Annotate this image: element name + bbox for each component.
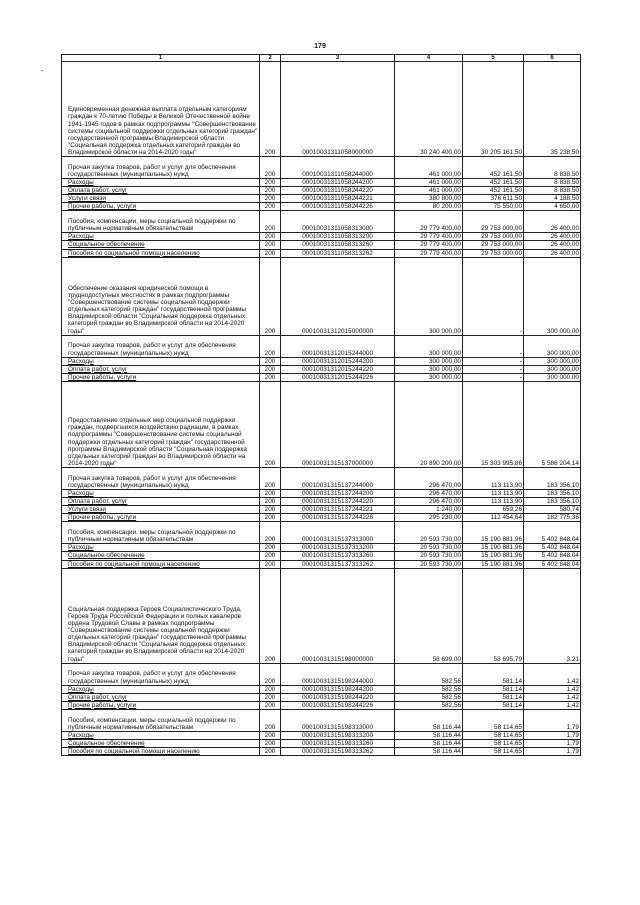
row-code: 200 <box>260 179 281 187</box>
row-fact: 15 190 881,96 <box>463 560 524 568</box>
row-fact: 452 161,50 <box>463 157 524 179</box>
row-plan: 58 116,44 <box>395 748 463 756</box>
row-code: 200 <box>260 552 281 560</box>
row-name: Пособия, компенсации, меры социальной поддержки по публичным нормативным обязательствам <box>62 709 260 731</box>
row-rest: 26 400,00 <box>524 211 581 233</box>
row-kbk: 00010031311058313200 <box>281 233 395 241</box>
table-row <box>62 544 581 552</box>
table-row <box>62 498 581 506</box>
row-plan: 300 000,00 <box>395 373 463 381</box>
col-header-1: 1 <box>62 55 260 62</box>
table-row <box>62 560 581 568</box>
row-name: Прочие работы, услуги <box>62 514 260 522</box>
row-code: 200 <box>260 731 281 739</box>
table-row <box>62 157 581 179</box>
row-fact: 29 753 000,00 <box>463 249 524 257</box>
row-kbk: 00010031315198244226 <box>281 701 395 709</box>
row-plan: 58 116,44 <box>395 709 463 731</box>
row-fact: 75 550,00 <box>463 203 524 211</box>
page-number: 179 <box>314 43 326 50</box>
table-row <box>62 685 581 693</box>
row-kbk: 00010031315137313000 <box>281 522 395 544</box>
row-plan: 20 593 730,00 <box>395 522 463 544</box>
row-code: 200 <box>260 663 281 685</box>
row-name: Прочая закупка товаров, работ и услуг для обеспечения государственных (муниципальных) нужд <box>62 663 260 685</box>
row-fact: 113 113,90 <box>463 489 524 497</box>
table-row <box>62 552 581 560</box>
row-code: 200 <box>260 241 281 249</box>
row-plan: 300 000,00 <box>395 335 463 357</box>
row-plan: 58 699,00 <box>395 568 463 663</box>
row-name: Пособия по социальной помощи населению <box>62 560 260 568</box>
row-rest: 26 400,00 <box>524 233 581 241</box>
row-name: Оплата работ, услуг <box>62 365 260 373</box>
row-plan: 20 593 730,00 <box>395 560 463 568</box>
row-code: 200 <box>260 62 281 157</box>
table-row <box>62 179 581 187</box>
table-row <box>62 568 581 663</box>
row-code: 200 <box>260 335 281 357</box>
row-kbk: 00010031312015000000 <box>281 257 395 335</box>
row-rest: 5 402 848,04 <box>524 552 581 560</box>
row-fact: 15 303 995,86 <box>463 381 524 467</box>
row-fact: 15 190 881,96 <box>463 544 524 552</box>
row-rest: 5 402 848,04 <box>524 544 581 552</box>
row-fact: 581,14 <box>463 701 524 709</box>
row-name: Расходы <box>62 731 260 739</box>
table-row <box>62 467 581 489</box>
row-rest: 183 356,10 <box>524 467 581 489</box>
row-name: Социальное обеспечение <box>62 241 260 249</box>
row-plan: 300 000,00 <box>395 257 463 335</box>
row-rest: 8 838,50 <box>524 187 581 195</box>
row-rest: 8 838,50 <box>524 179 581 187</box>
row-rest: 300 000,00 <box>524 373 581 381</box>
row-plan: 461 000,00 <box>395 187 463 195</box>
row-code: 200 <box>260 203 281 211</box>
row-name: Расходы <box>62 233 260 241</box>
row-rest: 182 775,36 <box>524 514 581 522</box>
row-name: Прочая закупка товаров, работ и услуг для обеспечения государственных (муниципальных) нужд <box>62 467 260 489</box>
row-code: 200 <box>260 506 281 514</box>
row-kbk: 00010031315198313000 <box>281 709 395 731</box>
row-kbk: 00010031315198000000 <box>281 568 395 663</box>
row-kbk: 00010031311058244221 <box>281 195 395 203</box>
table-row <box>62 249 581 257</box>
row-code: 200 <box>260 357 281 365</box>
row-fact: 58 114,65 <box>463 739 524 747</box>
row-rest: 3,21 <box>524 568 581 663</box>
row-plan: 80 200,00 <box>395 203 463 211</box>
row-code: 200 <box>260 489 281 497</box>
row-kbk: 00010031311058244200 <box>281 179 395 187</box>
row-kbk: 00010031315137000000 <box>281 381 395 467</box>
row-fact: 29 753 000,00 <box>463 233 524 241</box>
row-rest: 8 838,50 <box>524 157 581 179</box>
row-code: 200 <box>260 365 281 373</box>
row-code: 200 <box>260 249 281 257</box>
row-kbk: 00010031315137313260 <box>281 552 395 560</box>
row-fact: - <box>463 373 524 381</box>
row-name: Прочие работы, услуги <box>62 373 260 381</box>
row-kbk: 00010031312015244220 <box>281 365 395 373</box>
row-plan: 20 890 200,00 <box>395 381 463 467</box>
row-rest: 1,79 <box>524 709 581 731</box>
row-fact: 58 114,65 <box>463 748 524 756</box>
row-kbk: 00010031315198244000 <box>281 663 395 685</box>
table-row <box>62 373 581 381</box>
row-rest: 5 586 204,14 <box>524 381 581 467</box>
table-row <box>62 335 581 357</box>
table-body <box>62 62 581 756</box>
table-row <box>62 211 581 233</box>
row-plan: 58 116,44 <box>395 731 463 739</box>
row-plan: 582,56 <box>395 701 463 709</box>
row-rest: 1,42 <box>524 701 581 709</box>
row-name: Оплата работ, услуг <box>62 187 260 195</box>
row-name: Обеспечение оказания юридической помощи в труднодоступных местностях в рамках подпрограммы "Совершенствование системы социальной поддержки отдельных категорий граждан" государственной программы Владимирской области "Социальная поддержка отдельных категорий граждан во Владимирской области на 2014-2020 годы" <box>62 257 260 335</box>
row-fact: - <box>463 365 524 373</box>
table-row <box>62 357 581 365</box>
row-name: Прочая закупка товаров, работ и услуг для обеспечения государственных (муниципальных) нужд <box>62 157 260 179</box>
row-plan: 29 779 400,00 <box>395 211 463 233</box>
row-rest: 183 356,10 <box>524 498 581 506</box>
table-row <box>62 365 581 373</box>
row-name: Пособия по социальной помощи населению <box>62 249 260 257</box>
row-rest: 300 000,00 <box>524 335 581 357</box>
row-plan: 1 240,00 <box>395 506 463 514</box>
row-rest: 5 402 848,04 <box>524 522 581 544</box>
row-fact: 29 753 000,00 <box>463 241 524 249</box>
row-code: 200 <box>260 685 281 693</box>
budget-table <box>61 54 581 756</box>
row-fact: 113 113,90 <box>463 498 524 506</box>
row-rest: 1,42 <box>524 663 581 685</box>
row-fact: 112 454,64 <box>463 514 524 522</box>
row-plan: 461 000,00 <box>395 179 463 187</box>
row-fact: - <box>463 357 524 365</box>
table-row <box>62 739 581 747</box>
row-kbk: 00010031315198313262 <box>281 748 395 756</box>
row-kbk: 00010031315137244000 <box>281 467 395 489</box>
table-row <box>62 257 581 335</box>
row-plan: 20 593 730,00 <box>395 544 463 552</box>
row-name: Пособия, компенсации, меры социальной поддержки по публичным нормативным обязательствам <box>62 211 260 233</box>
row-fact: 58 695,79 <box>463 568 524 663</box>
row-code: 200 <box>260 709 281 731</box>
table-row <box>62 241 581 249</box>
row-code: 200 <box>260 701 281 709</box>
col-header-2: 2 <box>260 55 281 62</box>
row-fact: 29 753 000,00 <box>463 211 524 233</box>
col-header-4: 4 <box>395 55 463 62</box>
row-plan: 461 000,00 <box>395 157 463 179</box>
row-kbk: 00010031315137313262 <box>281 560 395 568</box>
row-plan: 29 779 400,00 <box>395 241 463 249</box>
row-code: 200 <box>260 568 281 663</box>
header-row <box>62 55 581 62</box>
row-name: Прочая закупка товаров, работ и услуг для обеспечения государственных (муниципальных) нужд <box>62 335 260 357</box>
row-kbk: 00010031315137313200 <box>281 544 395 552</box>
row-fact: 581,14 <box>463 663 524 685</box>
row-plan: 295 230,00 <box>395 514 463 522</box>
row-code: 200 <box>260 693 281 701</box>
row-code: 200 <box>260 211 281 233</box>
table-row <box>62 693 581 701</box>
row-name: Расходы <box>62 179 260 187</box>
row-plan: 300 000,00 <box>395 365 463 373</box>
row-code: 200 <box>260 373 281 381</box>
row-fact: 452 161,50 <box>463 179 524 187</box>
row-kbk: 00010031312015244200 <box>281 357 395 365</box>
row-code: 200 <box>260 467 281 489</box>
row-kbk: 00010031311058313262 <box>281 249 395 257</box>
row-rest: 5 402 848,04 <box>524 560 581 568</box>
row-rest: 26 400,00 <box>524 249 581 257</box>
row-kbk: 00010031311058313260 <box>281 241 395 249</box>
row-plan: 58 116,44 <box>395 739 463 747</box>
row-name: Расходы <box>62 685 260 693</box>
row-plan: 582,56 <box>395 685 463 693</box>
row-name: Оплата работ, услуг <box>62 693 260 701</box>
row-kbk: 00010031311058000000 <box>281 62 395 157</box>
row-code: 200 <box>260 157 281 179</box>
row-rest: 300 000,00 <box>524 357 581 365</box>
row-code: 200 <box>260 544 281 552</box>
row-kbk: 00010031315137244200 <box>281 489 395 497</box>
row-code: 200 <box>260 560 281 568</box>
row-name: Социальное обеспечение <box>62 739 260 747</box>
table-row <box>62 203 581 211</box>
col-header-3: 3 <box>281 55 395 62</box>
row-code: 200 <box>260 381 281 467</box>
row-rest: 35 238,50 <box>524 62 581 157</box>
row-plan: 296 470,00 <box>395 467 463 489</box>
row-code: 200 <box>260 195 281 203</box>
row-name: Социальное обеспечение <box>62 552 260 560</box>
row-name: Расходы <box>62 357 260 365</box>
row-kbk: 00010031315137244220 <box>281 498 395 506</box>
row-plan: 29 779 400,00 <box>395 233 463 241</box>
row-name: Услуги связи <box>62 195 260 203</box>
row-kbk: 00010031311058313000 <box>281 211 395 233</box>
row-rest: 300 000,00 <box>524 365 581 373</box>
row-fact: 581,14 <box>463 693 524 701</box>
row-code: 200 <box>260 233 281 241</box>
row-fact: 376 611,50 <box>463 195 524 203</box>
row-rest: 300 000,00 <box>524 257 581 335</box>
col-header-5: 5 <box>463 55 524 62</box>
row-kbk: 00010031311058244000 <box>281 157 395 179</box>
row-rest: 1,79 <box>524 748 581 756</box>
row-fact: - <box>463 257 524 335</box>
table-row <box>62 663 581 685</box>
row-fact: 452 161,50 <box>463 187 524 195</box>
row-rest: 183 356,10 <box>524 489 581 497</box>
table-row <box>62 187 581 195</box>
row-kbk: 00010031312015244226 <box>281 373 395 381</box>
row-name: Социальная поддержка Героев Социалистического Труда, Героев Труда Российской Федерации и полных кавалеров ордена Трудовой Славы в рамках подпрограммы "Совершенствование системы социальной поддержки отдельных категорий граждан" государственной программы Владимирской области "Социальная поддержка отдельных категорий граждан во Владимирской области на 2014-2020 годы" <box>62 568 260 663</box>
row-rest: 1,79 <box>524 731 581 739</box>
table-row <box>62 522 581 544</box>
row-plan: 20 593 730,00 <box>395 552 463 560</box>
row-kbk: 00010031315198313260 <box>281 739 395 747</box>
row-kbk: 00010031315137244226 <box>281 514 395 522</box>
row-code: 200 <box>260 514 281 522</box>
row-name: Расходы <box>62 489 260 497</box>
margin-mark: - <box>41 66 44 75</box>
table-row <box>62 731 581 739</box>
table-row <box>62 709 581 731</box>
row-name: Прочие работы, услуги <box>62 701 260 709</box>
row-name: Единовременная денежная выплата отдельным категориям граждан к 70-летию Победы в Великой Отечественной войне 1941-1945 годов в рамках подпрограммы "Совершенствование системы социальной поддержки отдельных категорий граждан" государственной программы Владимирской области "Социальная поддержка отдельных категорий граждан во Владимирской области на 2014-2020 годы" <box>62 62 260 157</box>
row-kbk: 00010031311058244220 <box>281 187 395 195</box>
table-row <box>62 195 581 203</box>
row-fact: 15 190 881,96 <box>463 552 524 560</box>
table-row <box>62 62 581 157</box>
row-rest: 4 188,50 <box>524 195 581 203</box>
table-row <box>62 506 581 514</box>
row-fact: 659,26 <box>463 506 524 514</box>
row-plan: 300 000,00 <box>395 357 463 365</box>
row-fact: 15 190 881,96 <box>463 522 524 544</box>
row-rest: 4 650,00 <box>524 203 581 211</box>
row-name: Расходы <box>62 544 260 552</box>
row-plan: 380 800,00 <box>395 195 463 203</box>
row-rest: 26 400,00 <box>524 241 581 249</box>
table-row <box>62 233 581 241</box>
row-plan: 582,56 <box>395 693 463 701</box>
row-name: Предоставление отдельных мер социальной поддержки граждан, подвергшихся воздействию радиации, в рамках подпрограммы "Совершенствование системы социальной поддержки отдельных категорий граждан" государственной программы Владимирской области "Социальная поддержка отдельных категорий граждан во Владимирской области на 2014-2020 годы" <box>62 381 260 467</box>
row-code: 200 <box>260 739 281 747</box>
row-rest: 1,79 <box>524 739 581 747</box>
row-code: 200 <box>260 498 281 506</box>
row-kbk: 00010031315198313200 <box>281 731 395 739</box>
table-row <box>62 381 581 467</box>
row-fact: 58 114,65 <box>463 709 524 731</box>
row-kbk: 00010031311058244226 <box>281 203 395 211</box>
row-name: Пособия по социальной помощи населению <box>62 748 260 756</box>
table-row <box>62 748 581 756</box>
col-header-6: 6 <box>524 55 581 62</box>
row-rest: 580,74 <box>524 506 581 514</box>
row-plan: 30 240 400,00 <box>395 62 463 157</box>
row-name: Прочие работы, услуги <box>62 203 260 211</box>
row-name: Пособия, компенсации, меры социальной поддержки по публичным нормативным обязательствам <box>62 522 260 544</box>
row-code: 200 <box>260 748 281 756</box>
row-fact: 58 114,65 <box>463 731 524 739</box>
row-code: 200 <box>260 522 281 544</box>
row-plan: 296 470,00 <box>395 489 463 497</box>
row-kbk: 00010031315198244200 <box>281 685 395 693</box>
row-plan: 582,56 <box>395 663 463 685</box>
row-rest: 1,42 <box>524 693 581 701</box>
row-kbk: 00010031312015244000 <box>281 335 395 357</box>
row-plan: 29 779 400,00 <box>395 249 463 257</box>
row-code: 200 <box>260 187 281 195</box>
row-fact: 30 205 161,50 <box>463 62 524 157</box>
row-kbk: 00010031315137244221 <box>281 506 395 514</box>
table-row <box>62 701 581 709</box>
row-rest: 1,42 <box>524 685 581 693</box>
row-code: 200 <box>260 257 281 335</box>
row-fact: 113 113,90 <box>463 467 524 489</box>
row-fact: 581,14 <box>463 685 524 693</box>
row-name: Услуги связи <box>62 506 260 514</box>
row-kbk: 00010031315198244220 <box>281 693 395 701</box>
row-fact: - <box>463 335 524 357</box>
row-name: Оплата работ, услуг <box>62 498 260 506</box>
table-row <box>62 489 581 497</box>
table-row <box>62 514 581 522</box>
row-plan: 296 470,00 <box>395 498 463 506</box>
